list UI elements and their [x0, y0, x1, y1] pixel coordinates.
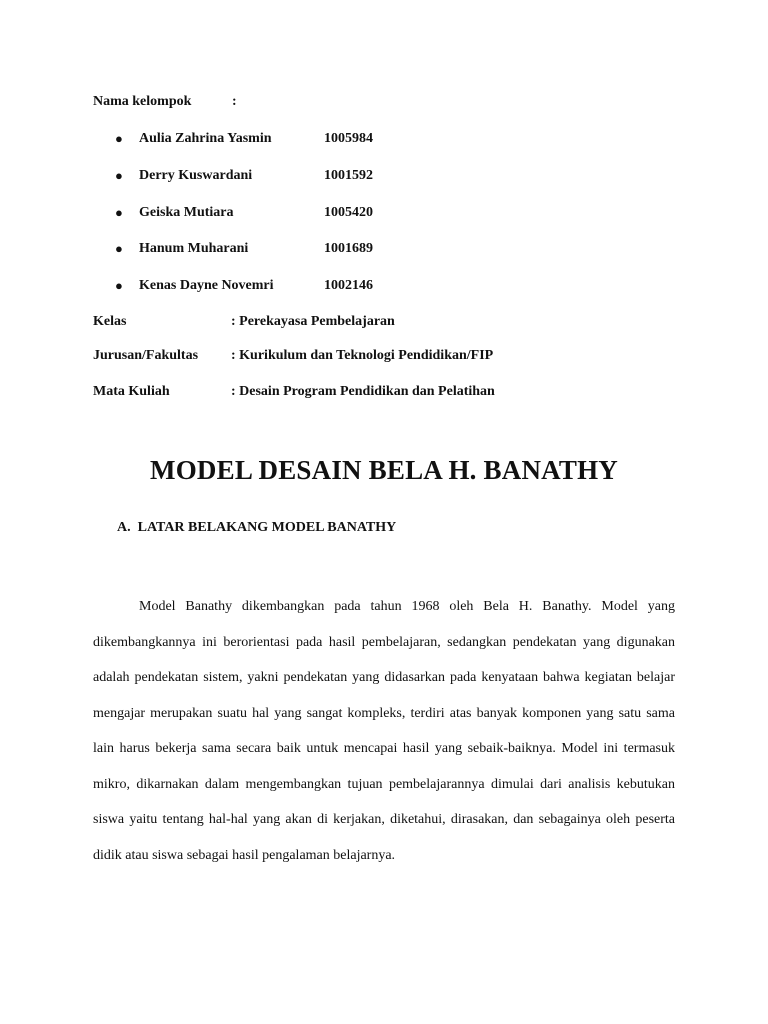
info-value-kelas: : Perekayasa Pembelajaran	[231, 314, 395, 329]
member-name: Aulia Zahrina Yasmin	[139, 131, 272, 146]
member-nim: 1002146	[324, 278, 373, 293]
member-nim: 1005984	[324, 131, 373, 146]
info-label-mata-kuliah: Mata Kuliah	[93, 384, 170, 399]
member-name: Derry Kuswardani	[139, 168, 253, 183]
bullet-icon: ●	[115, 278, 123, 293]
info-label-jurusan: Jurusan/Fakultas	[93, 348, 199, 363]
bullet-icon: ●	[115, 241, 123, 256]
group-label: Nama kelompok	[93, 94, 192, 109]
member-nim: 1005420	[324, 205, 373, 220]
bullet-icon: ●	[115, 131, 123, 146]
section-heading: A. LATAR BELAKANG MODEL BANATHY	[117, 520, 397, 535]
member-nim: 1001592	[324, 168, 373, 183]
member-name: Hanum Muharani	[139, 241, 249, 256]
info-label-kelas: Kelas	[93, 314, 127, 329]
bullet-icon: ●	[115, 205, 123, 220]
group-label-row	[93, 93, 191, 111]
body-paragraph: Model Banathy dikembangkan pada tahun 1968 oleh Bela H. Banathy. Model yang dikembangkannya ini berorientasi pada hasil pembelajaran, sedangkan pendekatan yang digunakan adalah pendekatan sistem, yakni pendekatan yang didasarkan pada kenyataan bahwa kegiatan belajar mengajar merupakan suatu hal yang sangat kompleks, terdiri atas banyak komponen yang satu sama lain harus bekerja sama secara baik untuk mencapai hasil yang sebaik-baiknya. Model ini termasuk mikro, dikarnakan dalam mengembangkan tujuan pembelajarannya dimulai dari analisis kebutukan siswa yaitu tentang hal-hal yang akan di kerjakan, diketahui, dirasakan, dan sebagainya oleh peserta didik atau siswa sebagai hasil pengalaman belajarnya.	[93, 599, 675, 863]
member-name: Kenas Dayne Novemri	[139, 278, 274, 293]
info-value-jurusan: : Kurikulum dan Teknologi Pendidikan/FIP	[231, 348, 494, 363]
member-nim: 1001689	[324, 241, 373, 256]
member-name: Geiska Mutiara	[139, 205, 234, 220]
info-value-mata-kuliah: : Desain Program Pendidikan dan Pelatihan	[231, 384, 495, 399]
bullet-icon: ●	[115, 168, 123, 183]
document-title: MODEL DESAIN BELA H. BANATHY	[150, 455, 618, 485]
group-colon: :	[232, 94, 237, 109]
